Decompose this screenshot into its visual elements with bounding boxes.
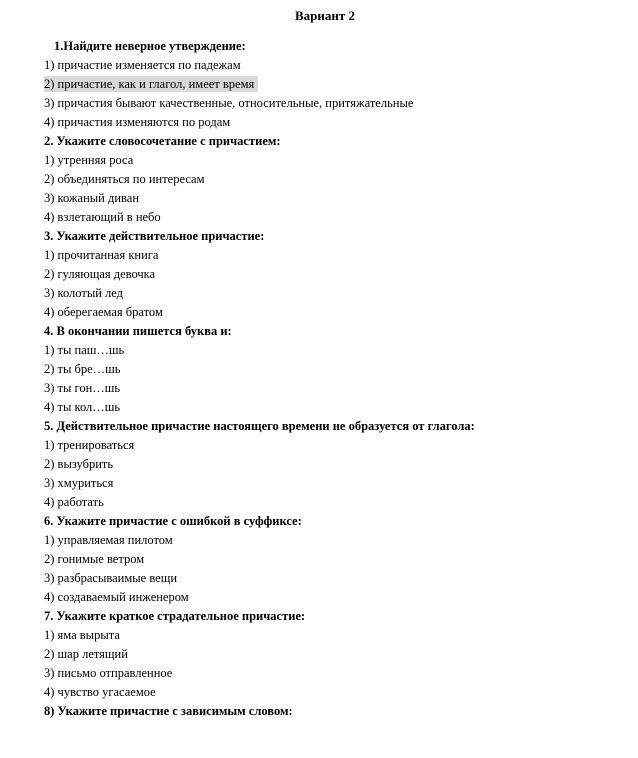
question-4-option-3: 3) ты гон…шь xyxy=(44,381,121,395)
question-2: 2. Укажите словосочетание с причастием: xyxy=(44,134,281,148)
question-7: 7. Укажите краткое страдательное причастие: xyxy=(44,609,306,623)
question-5-option-4: 4) работать xyxy=(44,495,104,509)
question-3: 3. Укажите действительное причастие: xyxy=(44,229,265,243)
question-3-option-2: 2) гуляющая девочка xyxy=(44,267,156,281)
page-title: Вариант 2 xyxy=(294,8,356,23)
question-1: 1.Найдите неверное утверждение: xyxy=(54,39,246,53)
question-2-option-3: 3) кожаный диван xyxy=(44,191,140,205)
question-4-option-1: 1) ты паш…шь xyxy=(44,343,125,357)
question-1-option-4: 4) причастия изменяются по родам xyxy=(44,115,231,129)
question-2-option-2: 2) объединяться по интересам xyxy=(44,172,205,186)
question-5-option-3: 3) хмуриться xyxy=(44,476,114,490)
question-2-option-1: 1) утренняя роса xyxy=(44,153,134,167)
question-1-option-1: 1) причастие изменяется по падежам xyxy=(44,58,241,72)
question-5: 5. Действительное причастие настоящего времени не образуется от глагола: xyxy=(44,419,475,433)
question-3-option-1: 1) прочитанная книга xyxy=(44,248,159,262)
question-6-option-4: 4) создаваемый инженером xyxy=(44,590,189,604)
question-5-option-1: 1) тренироваться xyxy=(44,438,135,452)
question-3-option-4: 4) оберегаемая братом xyxy=(44,305,163,319)
question-6-option-3: 3) разбрасываимые вещи xyxy=(44,571,178,585)
question-7-option-3: 3) письмо отправленное xyxy=(44,666,173,680)
question-3-option-3: 3) колотый лед xyxy=(44,286,124,300)
question-1-option-2 xyxy=(44,75,634,94)
highlighted-text: 2) причастие, как и глагол, имеет время xyxy=(44,76,258,92)
question-4-option-4: 4) ты кол…шь xyxy=(44,400,121,414)
question-4-option-2: 2) ты бре…шь xyxy=(44,362,121,376)
question-6-option-1: 1) управляемая пилотом xyxy=(44,533,173,547)
question-list xyxy=(44,37,634,721)
question-1-option-3: 3) причастия бывают качественные, относительные, притяжательные xyxy=(44,96,414,110)
question-7-option-1: 1) яма вырыта xyxy=(44,628,120,642)
question-4: 4. В окончании пишется буква и: xyxy=(44,324,232,338)
question-5-option-2: 2) вызубрить xyxy=(44,457,114,471)
question-8: 8) Укажите причастие с зависимым словом: xyxy=(44,704,293,718)
question-6: 6. Укажите причастие с ошибкой в суффиксе: xyxy=(44,514,302,528)
question-6-option-2: 2) гонимые ветром xyxy=(44,552,145,566)
question-2-option-4: 4) взлетающий в небо xyxy=(44,210,161,224)
question-7-option-4: 4) чувство угасаемое xyxy=(44,685,156,699)
question-7-option-2: 2) шар летящий xyxy=(44,647,128,661)
